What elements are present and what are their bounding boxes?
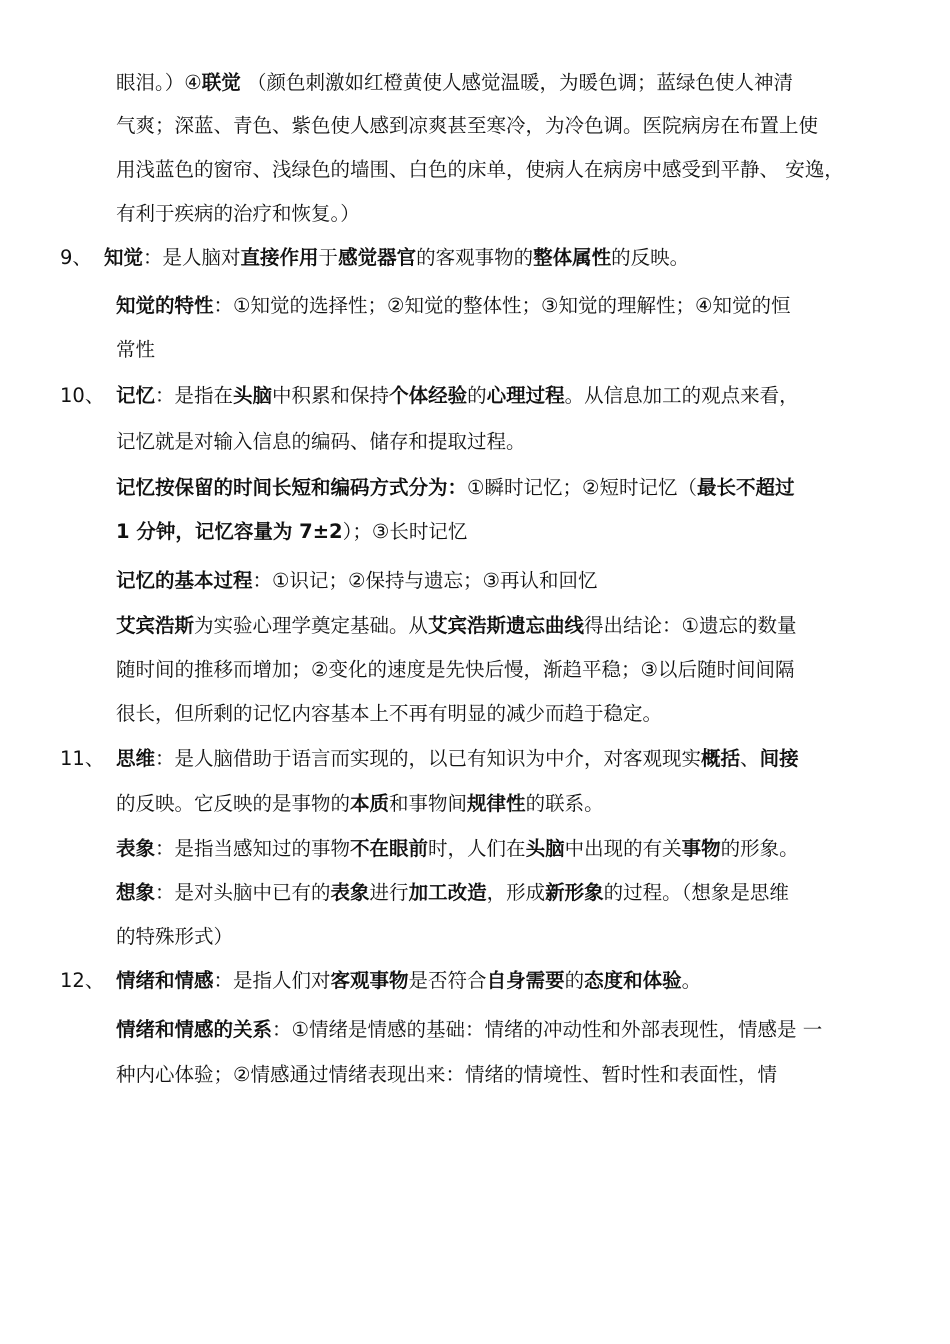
text-run: 。从信息加工的观点来看， bbox=[564, 384, 799, 407]
text-run: ）；③长时记忆 bbox=[342, 520, 468, 543]
text-run: 用浅蓝色的窗帘、浅绿色的墙围、白色的床单，使病人在病房中感受到平静、 安逸， bbox=[116, 158, 844, 181]
bold-text-run: 记忆按保留的时间长短和编码方式分为： bbox=[116, 476, 468, 499]
bold-text-run: 概括 bbox=[701, 747, 741, 770]
text-run: 。 bbox=[681, 969, 702, 992]
text-line bbox=[116, 200, 360, 228]
text-line bbox=[104, 244, 689, 272]
bold-text-run: 自身需要 bbox=[486, 969, 565, 992]
text-run: 的过程。（想象是思维 bbox=[603, 881, 789, 904]
text-run: ：①知觉的选择性；②知觉的整体性；③知觉的理解性；④知觉的恒 bbox=[213, 294, 791, 317]
text-line bbox=[116, 700, 662, 728]
text-run: 和事物间 bbox=[389, 792, 468, 815]
text-run: （颜色刺激如红橙黄使人感觉温暖，为暖色调；蓝绿色使人神清 bbox=[240, 71, 793, 94]
text-line bbox=[116, 336, 155, 364]
text-line bbox=[116, 518, 467, 546]
text-run: 的特殊形式） bbox=[116, 925, 234, 948]
text-line bbox=[116, 790, 604, 818]
bold-text-run: 1 分钟，记忆容量为 7±2 bbox=[116, 520, 343, 543]
text-line bbox=[116, 428, 526, 456]
text-line bbox=[116, 923, 233, 951]
bold-text-run: 头脑 bbox=[525, 837, 565, 860]
text-line bbox=[116, 292, 790, 320]
text-run: 的 bbox=[467, 384, 487, 407]
bold-text-run: 客观事物 bbox=[330, 969, 409, 992]
bold-text-run: 想象 bbox=[116, 881, 156, 904]
text-run: 的反映。它反映的是事物的 bbox=[116, 792, 351, 815]
text-run: 得出结论：①遗忘的数量 bbox=[584, 614, 797, 637]
bold-text-run: 不在眼前 bbox=[350, 837, 429, 860]
text-line bbox=[116, 382, 799, 410]
text-line bbox=[116, 612, 797, 640]
text-line bbox=[116, 656, 794, 684]
text-run: ：是指在 bbox=[155, 384, 234, 407]
text-run: 的 bbox=[564, 969, 585, 992]
text-run: 中出现的有关 bbox=[564, 837, 682, 860]
text-run: 是否符合 bbox=[408, 969, 487, 992]
bold-text-run: 情绪和情感 bbox=[116, 969, 214, 992]
bold-text-run: 思维 bbox=[116, 747, 156, 770]
text-run: ：是指当感知过的事物 bbox=[155, 837, 351, 860]
bold-text-run: 规律性 bbox=[467, 792, 526, 815]
text-run: 中积累和保持 bbox=[272, 384, 390, 407]
text-line bbox=[116, 1016, 822, 1044]
bold-text-run: 心理过程 bbox=[486, 384, 565, 407]
text-run: 的联系。 bbox=[525, 792, 604, 815]
bold-text-run: 整体属性 bbox=[533, 246, 612, 269]
bold-text-run: 事物 bbox=[681, 837, 721, 860]
bold-text-run: 感觉器官 bbox=[338, 246, 417, 269]
text-run: 进行 bbox=[369, 881, 409, 904]
text-run: 种内心体验；②情感通过情绪表现出来：情绪的情境性、暂时性和表面性，情 bbox=[116, 1063, 777, 1086]
bold-text-run: 知觉 bbox=[104, 246, 144, 269]
text-run: 有利于疾病的治疗和恢复。） bbox=[116, 202, 360, 225]
bold-text-run: 艾宾浩斯 bbox=[116, 614, 195, 637]
text-run: ：是人脑借助于语言而实现的，以已有知识为中介，对客观现实 bbox=[155, 747, 702, 770]
bold-text-run: 间接 bbox=[759, 747, 799, 770]
bold-text-run: 态度和体验 bbox=[584, 969, 682, 992]
text-run: ：①情绪是情感的基础：情绪的冲动性和外部表现性，情感是 一 bbox=[272, 1018, 823, 1041]
item-number-12: 12、 bbox=[60, 969, 105, 992]
text-run: ①瞬时记忆；②短时记忆（ bbox=[467, 476, 697, 499]
bold-text-run: 情绪和情感的关系 bbox=[116, 1018, 273, 1041]
bold-text-run: 表象 bbox=[116, 837, 156, 860]
text-run: ：是指人们对 bbox=[213, 969, 331, 992]
bold-text-run: 新形象 bbox=[545, 881, 604, 904]
text-line bbox=[116, 156, 844, 184]
text-run: ：是对头脑中已有的 bbox=[155, 881, 331, 904]
text-line bbox=[116, 879, 789, 907]
text-line bbox=[116, 835, 799, 863]
text-line bbox=[116, 967, 701, 995]
text-line bbox=[116, 567, 597, 595]
bold-text-run: 加工改造 bbox=[408, 881, 487, 904]
text-run: 常性 bbox=[116, 338, 156, 361]
item-number-9: 9、 bbox=[60, 246, 92, 269]
bold-text-run: 艾宾浩斯遗忘曲线 bbox=[428, 614, 585, 637]
text-run: 眼泪。）④ bbox=[116, 71, 202, 94]
text-run: 的反映。 bbox=[611, 246, 690, 269]
text-run: ，形成 bbox=[486, 881, 546, 904]
bold-text-run: 表象 bbox=[330, 881, 370, 904]
text-run: 时，人们在 bbox=[428, 837, 526, 860]
text-line bbox=[116, 474, 795, 502]
bold-text-run: 头脑 bbox=[233, 384, 273, 407]
text-run: 随时间的推移而增加；②变化的速度是先快后慢，渐趋平稳；③以后随时间间隔 bbox=[116, 658, 795, 681]
text-run: 于 bbox=[318, 246, 339, 269]
bold-text-run: 知觉的特性 bbox=[116, 294, 214, 317]
text-line bbox=[116, 112, 818, 140]
bold-text-run: 记忆 bbox=[116, 384, 156, 407]
bold-text-run: 本质 bbox=[350, 792, 390, 815]
text-run: ：是人脑对 bbox=[143, 246, 241, 269]
text-line bbox=[116, 69, 793, 97]
text-run: 很长，但所剩的记忆内容基本上不再有明显的减少而趋于稳定。 bbox=[116, 702, 663, 725]
text-run: 气爽；深蓝、青色、紫色使人感到凉爽甚至寒冷，为冷色调。医院病房在布置上使 bbox=[116, 114, 819, 137]
text-run: ：①识记；②保持与遗忘；③再认和回忆 bbox=[252, 569, 598, 592]
item-number-10: 10、 bbox=[60, 384, 105, 407]
text-line bbox=[116, 745, 799, 773]
text-run: 、 bbox=[740, 747, 760, 770]
bold-text-run: 记忆的基本过程 bbox=[116, 569, 253, 592]
text-run: 为实验心理学奠定基础。从 bbox=[194, 614, 429, 637]
item-number-11: 11、 bbox=[60, 747, 105, 770]
text-line bbox=[116, 1061, 777, 1089]
text-run: 记忆就是对输入信息的编码、储存和提取过程。 bbox=[116, 430, 526, 453]
bold-text-run: 最长不超过 bbox=[696, 476, 795, 499]
bold-text-run: 直接作用 bbox=[240, 246, 319, 269]
bold-text-run: 联觉 bbox=[201, 71, 241, 94]
bold-text-run: 个体经验 bbox=[389, 384, 468, 407]
text-run: 的客观事物的 bbox=[416, 246, 534, 269]
text-run: 的形象。 bbox=[720, 837, 799, 860]
